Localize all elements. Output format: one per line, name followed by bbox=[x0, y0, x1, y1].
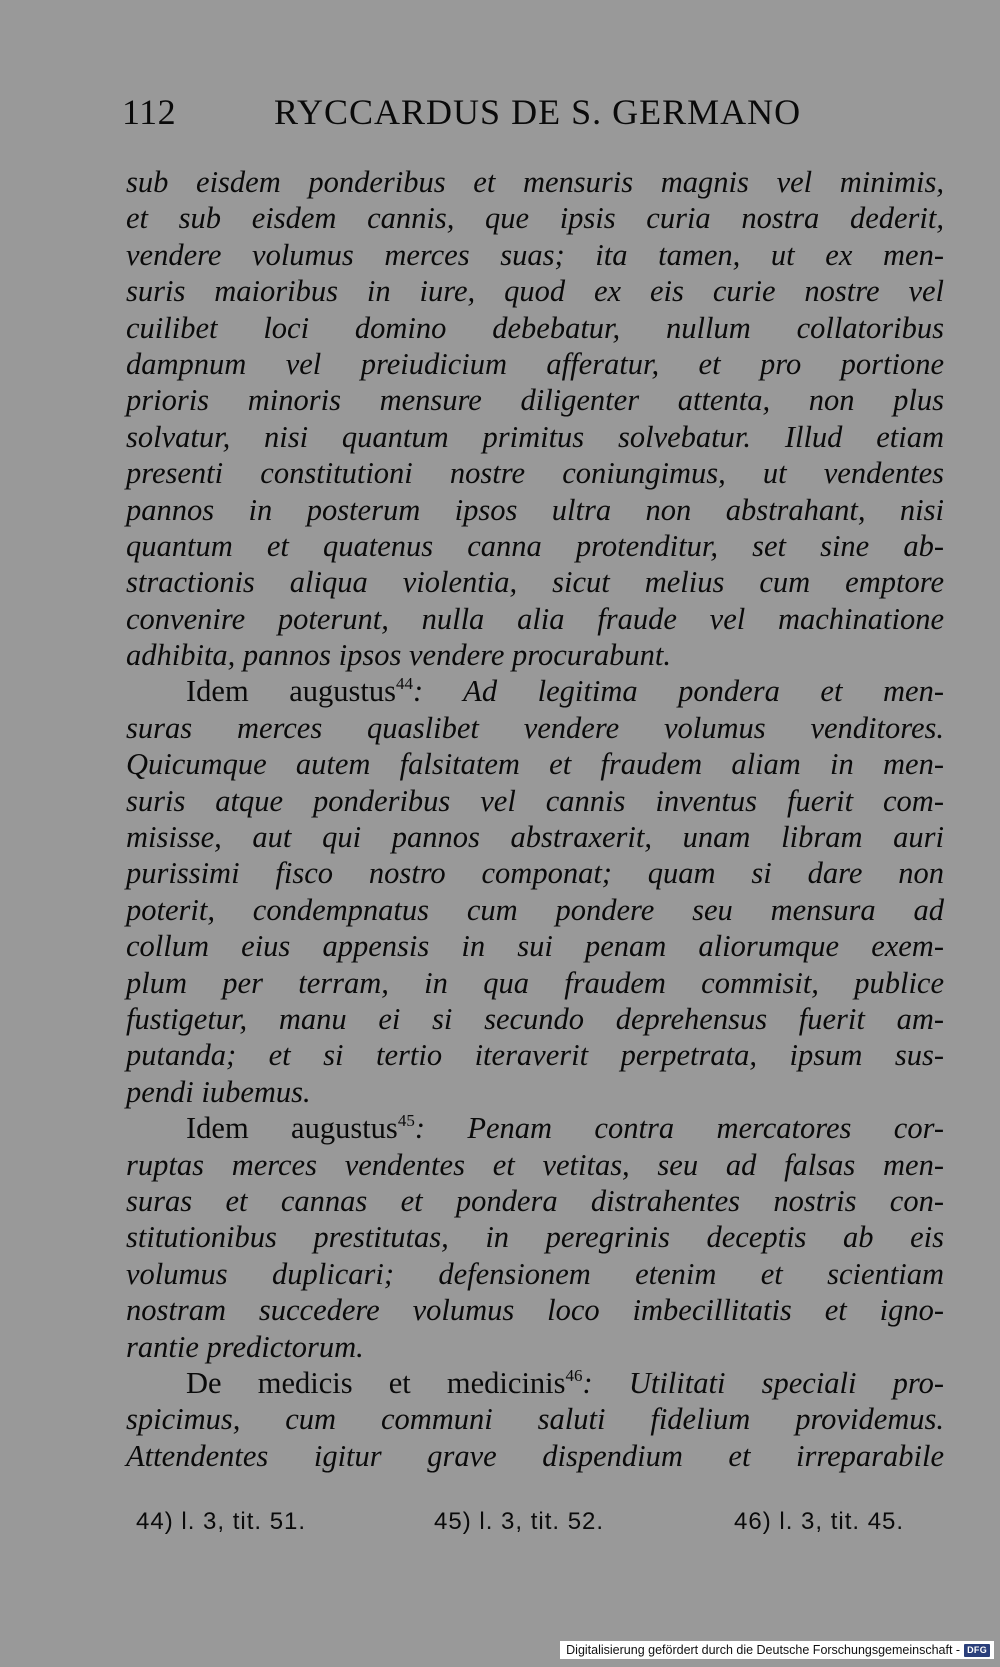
text-line: et sub eisdem cannis, que ipsis curia nostra dederit, bbox=[126, 201, 944, 236]
digitization-credit bbox=[560, 1641, 994, 1659]
text-line: fustigetur, manu ei si secundo deprehensus fuerit am- bbox=[126, 1001, 944, 1036]
text-line: rantie predictorum. bbox=[126, 1329, 364, 1364]
section-heading: De medicis et medicinis bbox=[186, 1365, 566, 1400]
footnote-44: 44) l. 3, tit. 51. bbox=[136, 1508, 307, 1535]
text-line: vendere volumus merces suas; ita tamen, ut ex men- bbox=[126, 237, 944, 272]
text-line: prioris minoris mensure diligenter attenta, non plus bbox=[126, 383, 944, 418]
text-line: purissimi fisco nostro componat; quam si dare non bbox=[126, 856, 944, 891]
text-line: collum eius appensis in sui penam aliorumque exem- bbox=[126, 929, 944, 964]
text-line: presenti constitutioni nostre coniungimus, ut vendentes bbox=[126, 456, 944, 491]
text-line: suras merces quaslibet vendere volumus venditores. bbox=[126, 710, 944, 745]
dfg-logo: DFG bbox=[964, 1644, 990, 1657]
text-span: : Utilitati speciali pro- bbox=[582, 1365, 945, 1400]
text-line: plum per terram, in qua fraudem commisit, publice bbox=[126, 965, 944, 1000]
page-number: 112 bbox=[122, 92, 177, 132]
text-line: quantum et quatenus canna protenditur, set sine ab- bbox=[126, 528, 944, 563]
footnote-marker: 45 bbox=[397, 1111, 415, 1131]
body-text bbox=[126, 164, 944, 1474]
running-title: RYCCARDUS DE S. GERMANO bbox=[274, 92, 802, 132]
text-line: suris atque ponderibus vel cannis inventus fuerit com- bbox=[126, 783, 944, 818]
text-line: stitutionibus prestitutas, in peregrinis deceptis ab eis bbox=[126, 1220, 944, 1255]
text-line bbox=[126, 1110, 944, 1146]
text-line: volumus duplicari; defensionem etenim et scientiam bbox=[126, 1256, 944, 1291]
text-line: cuilibet loci domino debebatur, nullum collatoribus bbox=[126, 310, 944, 345]
text-line: dampnum vel preiudicium afferatur, et pro portione bbox=[126, 346, 944, 381]
text-line: spicimus, cum communi saluti fidelium providemus. bbox=[126, 1402, 944, 1437]
running-header bbox=[122, 84, 942, 140]
text-line: Attendentes igitur grave dispendium et irreparabile bbox=[126, 1438, 944, 1473]
text-line: convenire poterunt, nulla alia fraude vel machinatione bbox=[126, 601, 944, 636]
footnote-marker: 46 bbox=[565, 1365, 583, 1385]
text-line: solvatur, nisi quantum primitus solvebatur. Illud etiam bbox=[126, 419, 944, 454]
text-line bbox=[126, 673, 944, 709]
text-line: sub eisdem ponderibus et mensuris magnis vel minimis, bbox=[126, 165, 944, 199]
section-heading: Idem augustus bbox=[186, 674, 396, 709]
footnote-46: 46) l. 3, tit. 45. bbox=[734, 1508, 905, 1535]
text-line: pannos in posterum ipsos ultra non abstrahant, nisi bbox=[126, 492, 944, 527]
text-line: nostram succedere volumus loco imbecillitatis et igno- bbox=[126, 1293, 944, 1328]
text-line: adhibita, pannos ipsos vendere procurabunt. bbox=[126, 638, 672, 673]
text-line: pendi iubemus. bbox=[126, 1074, 311, 1109]
text-line: suras et cannas et pondera distrahentes nostris con- bbox=[126, 1183, 944, 1218]
section-heading: Idem augustus bbox=[186, 1111, 398, 1146]
text-line: poterit, condempnatus cum pondere seu mensura ad bbox=[126, 892, 944, 927]
footnote-45: 45) l. 3, tit. 52. bbox=[434, 1508, 605, 1535]
text-line: putanda; et si tertio iteraverit perpetrata, ipsum sus- bbox=[126, 1038, 944, 1073]
credit-text: Digitalisierung gefördert durch die Deutsche Forschungsgemeinschaft - bbox=[566, 1643, 961, 1657]
text-span: : Penam contra mercatores cor- bbox=[414, 1111, 944, 1146]
text-line bbox=[126, 1365, 944, 1401]
text-line: ruptas merces vendentes et vetitas, seu ad falsas men- bbox=[126, 1147, 944, 1182]
text-line: suris maioribus in iure, quod ex eis curie nostre vel bbox=[126, 274, 944, 309]
text-line: stractionis aliqua violentia, sicut melius cum emptore bbox=[126, 565, 944, 600]
text-line: misisse, aut qui pannos abstraxerit, unam libram auri bbox=[126, 820, 944, 855]
footnote-marker: 44 bbox=[396, 674, 413, 694]
footnotes bbox=[136, 1502, 944, 1542]
text-span: : Ad legitima pondera et men- bbox=[413, 674, 944, 709]
text-line: Quicumque autem falsitatem et fraudem aliam in men- bbox=[126, 747, 944, 782]
